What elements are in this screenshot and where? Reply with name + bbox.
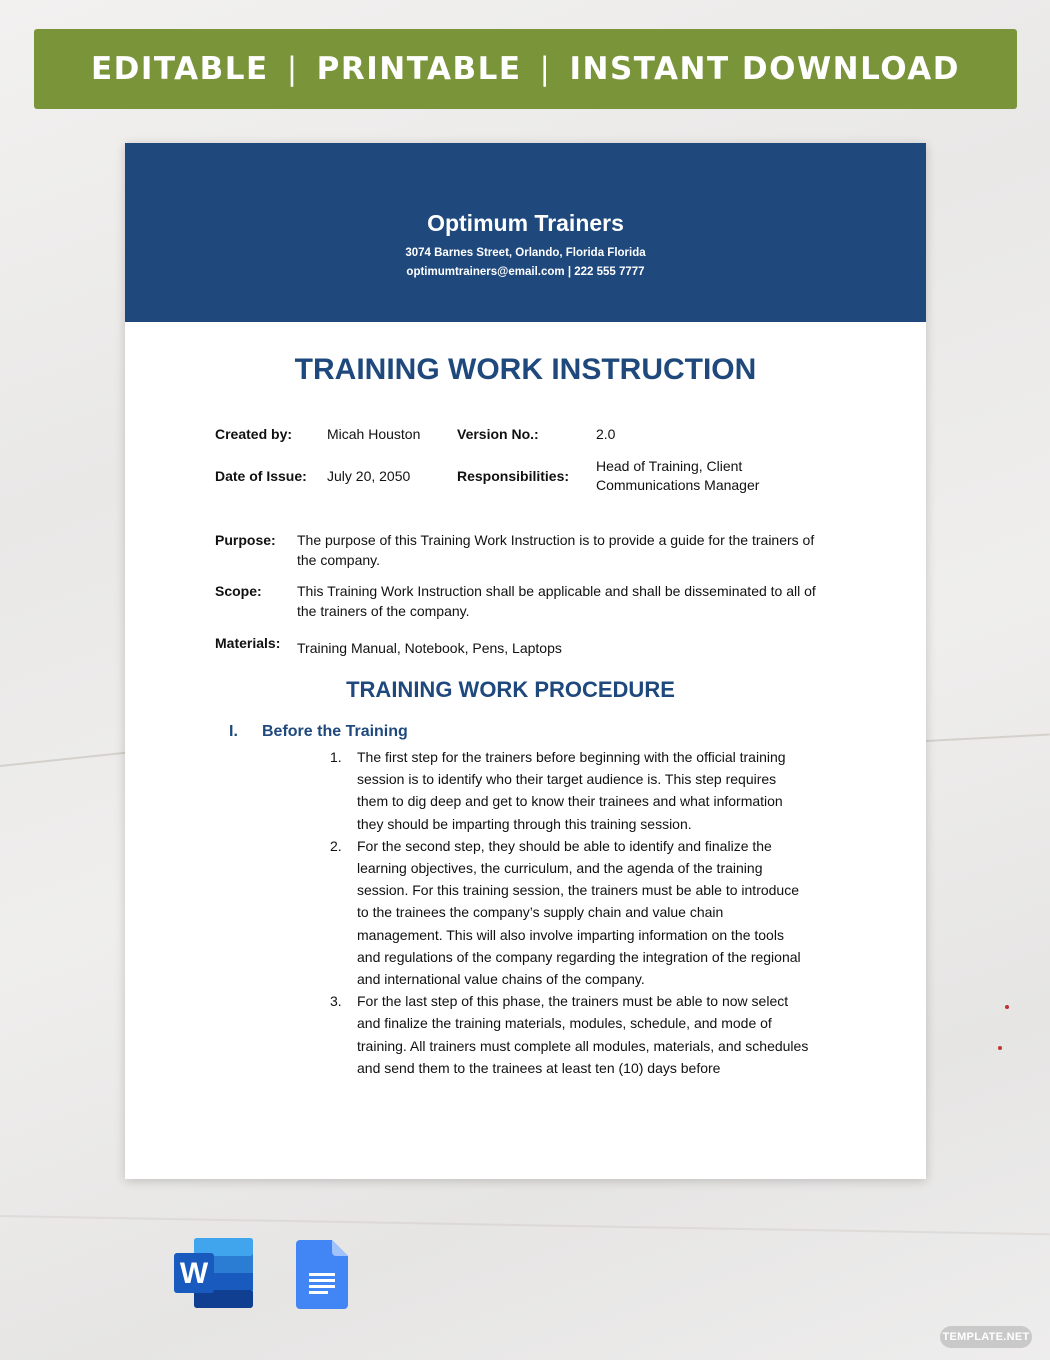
banner-separator: | <box>539 51 552 87</box>
purpose-value: The purpose of this Training Work Instruction is to provide a guide for the trainers of the company. <box>297 532 815 568</box>
section-title-before-training: Before the Training <box>262 723 408 740</box>
google-docs-icon[interactable] <box>296 1240 348 1309</box>
banner-item-printable: PRINTABLE <box>316 51 522 87</box>
list-item <box>330 990 810 1079</box>
step-text: For the second step, they should be able to identify and finalize the learning objectives, the curriculum, and the agenda of the training session. For this training session, the trainers must be able to introduce to the trainees the company’s supply chain and value chain management. This will also involve imparting information on the tools and regulations of the company regarding the integration of the regional and international value chains of the company. <box>357 837 801 988</box>
list-item <box>330 835 810 990</box>
step-number: 2. <box>330 837 342 854</box>
scope-value: This Training Work Instruction shall be applicable and shall be disseminated to all of the trainers of the company. <box>297 583 816 619</box>
letterhead <box>125 143 926 322</box>
responsibilities-value-line2: Communications Manager <box>596 477 760 493</box>
scope-label: Scope: <box>215 583 262 599</box>
step-text: The first step for the trainers before beginning with the official training session is to identify who their target audience is. This step requires them to dig deep and get to know their trainees and what information they should be imparting through this training session. <box>357 749 786 832</box>
list-item <box>330 746 810 835</box>
marble-vein <box>0 750 139 767</box>
date-of-issue-value: July 20, 2050 <box>327 468 411 484</box>
step-number: 1. <box>330 749 342 765</box>
created-by-label: Created by: <box>215 426 293 442</box>
company-contact: optimumtrainers@email.com | 222 555 7777 <box>406 266 645 278</box>
banner-item-editable: EDITABLE <box>90 51 269 87</box>
document-page <box>125 143 926 1179</box>
feature-banner <box>34 29 1017 109</box>
marble-vein <box>926 734 1050 742</box>
svg-text:W: W <box>179 1257 209 1290</box>
decorative-dot <box>998 1046 1002 1050</box>
step-list <box>330 746 810 1079</box>
materials-label: Materials: <box>215 635 281 651</box>
version-value: 2.0 <box>596 426 616 442</box>
marble-vein <box>0 1215 1050 1235</box>
step-text: For the last step of this phase, the trainers must be able to now select and finalize the training materials, modules, schedule, and mode of training. All trainers must complete all modules, materials, and schedules and send them to the trainees at least ten (10) days before <box>357 993 809 1076</box>
step-number: 3. <box>330 993 342 1010</box>
banner-item-instant-download: INSTANT DOWNLOAD <box>569 51 961 87</box>
responsibilities-value-line1: Head of Training, Client <box>596 458 743 474</box>
section-number: I. <box>229 723 238 740</box>
banner-separator: | <box>286 51 299 87</box>
responsibilities-label: Responsibilities: <box>457 468 570 484</box>
company-address: 3074 Barnes Street, Orlando, Florida Florida <box>405 247 646 259</box>
document-title: TRAINING WORK INSTRUCTION <box>294 353 757 386</box>
materials-value: Training Manual, Notebook, Pens, Laptops <box>297 640 562 656</box>
company-name: Optimum Trainers <box>427 210 624 236</box>
procedure-title: TRAINING WORK PROCEDURE <box>346 677 675 702</box>
decorative-dot <box>1005 1005 1009 1009</box>
purpose-label: Purpose: <box>215 532 276 548</box>
date-of-issue-label: Date of Issue: <box>215 468 307 484</box>
version-label: Version No.: <box>457 426 539 442</box>
created-by-value: Micah Houston <box>327 426 421 442</box>
template-net-watermark: TEMPLATE.NET <box>940 1326 1032 1348</box>
microsoft-word-icon[interactable] <box>174 1238 254 1308</box>
